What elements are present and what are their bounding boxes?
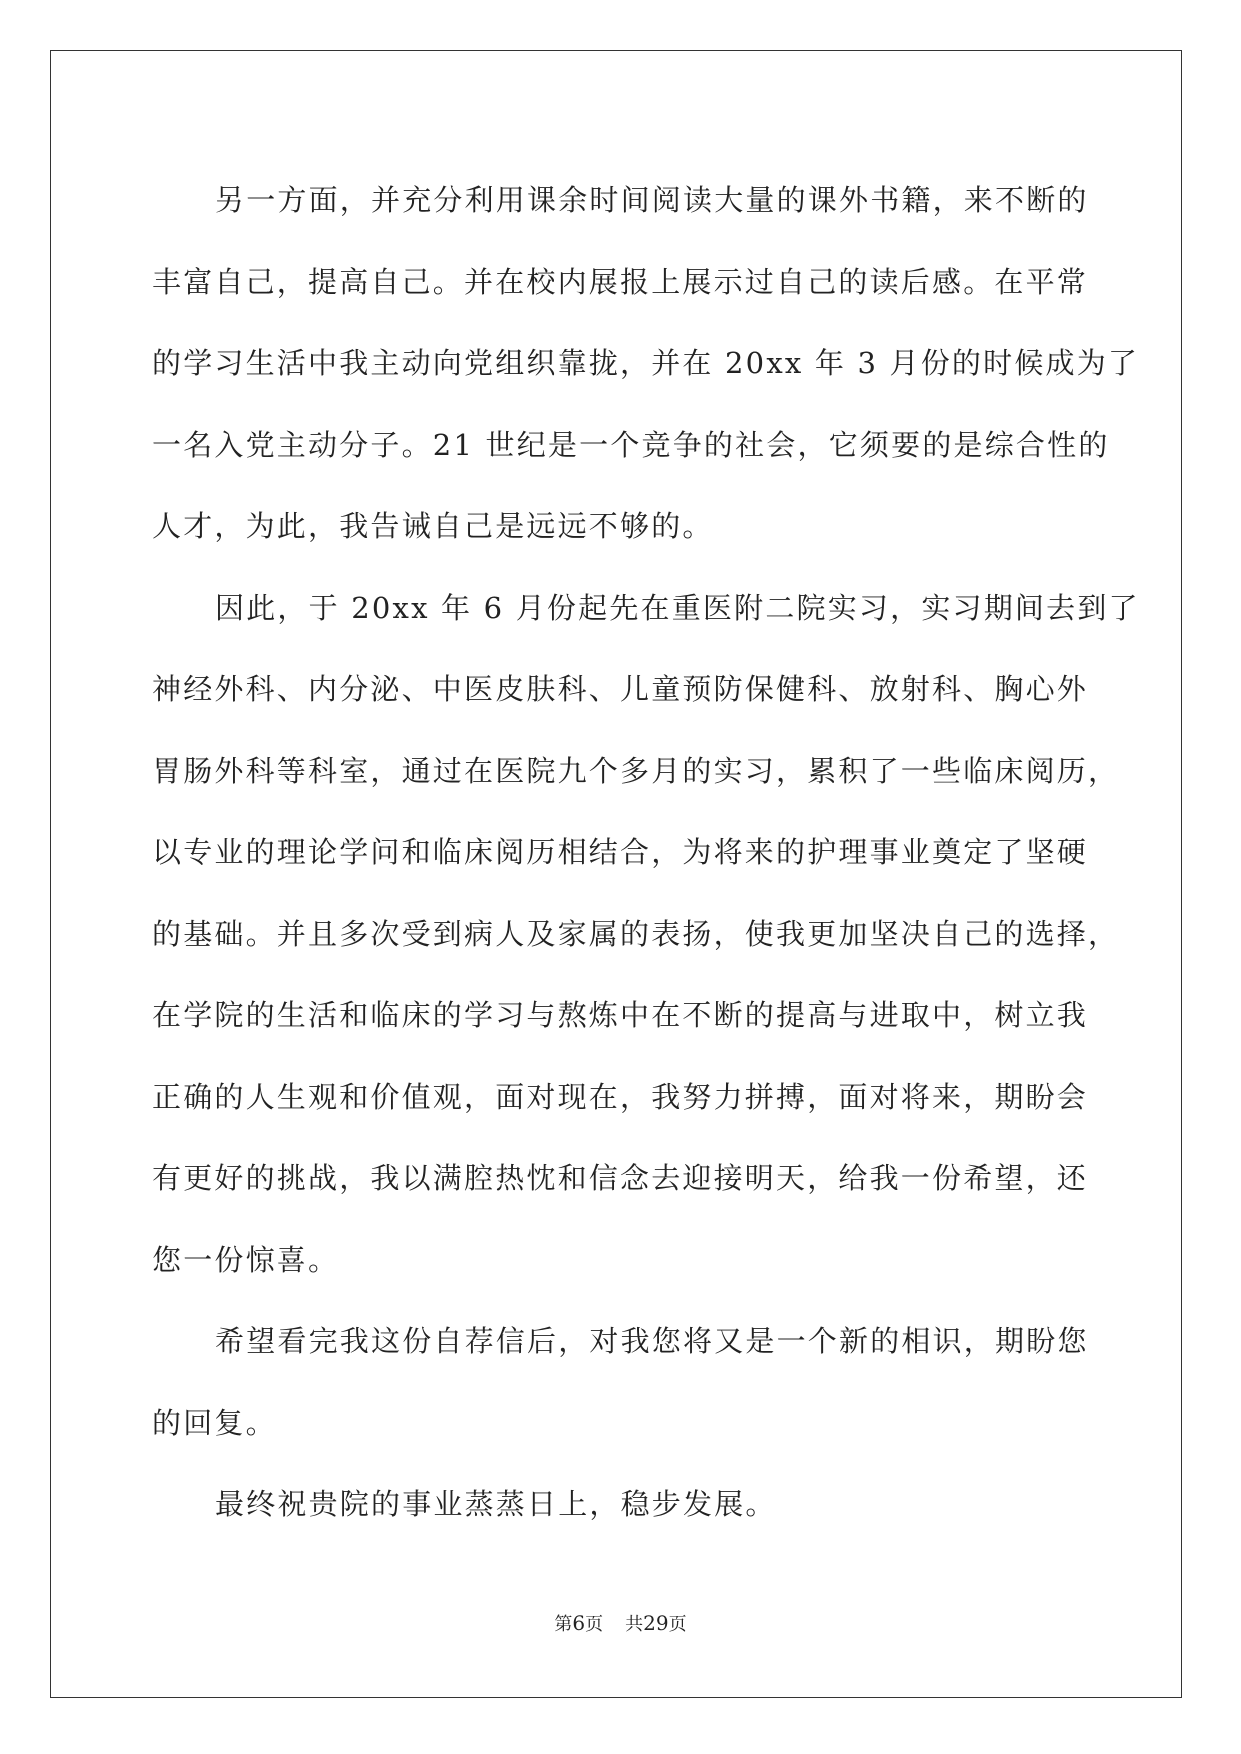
text-line: 您一份惊喜。 <box>152 1242 340 1277</box>
page-footer <box>0 1610 1241 1636</box>
text-line: 的学习生活中我主动向党组织靠拢，并在 20xx 年 3 月份的时候成为了 <box>152 346 1140 380</box>
paragraph-1 <box>152 160 1140 568</box>
paragraph-2 <box>152 568 1140 1302</box>
text-line: 丰富自己，提高自己。并在校内展报上展示过自己的读后感。在平常 <box>152 264 1089 299</box>
text-line: 在学院的生活和临床的学习与熬炼中在不断的提高与进取中，树立我 <box>152 998 1089 1032</box>
page-suffix: 页 <box>585 1614 604 1635</box>
total-pages-number: 29 <box>643 1611 669 1635</box>
total-prefix: 共 <box>625 1614 644 1635</box>
text-line: 有更好的挑战，我以满腔热忱和信念去迎接明天，给我一份希望，还 <box>152 1161 1089 1195</box>
text-line: 希望看完我这份自荐信后，对我您将又是一个新的相识，期盼您 <box>215 1324 1089 1358</box>
text-line: 正确的人生观和价值观，面对现在，我努力拼搏，面对将来，期盼会 <box>152 1079 1089 1114</box>
total-suffix: 页 <box>668 1614 687 1635</box>
page-prefix: 第 <box>554 1614 573 1635</box>
text-line: 的回复。 <box>152 1405 277 1440</box>
text-line: 胃肠外科等科室，通过在医院九个多月的实习，累积了一些临床阅历， <box>152 753 1120 788</box>
text-line: 的基础。并且多次受到病人及家属的表扬，使我更加坚决自己的选择， <box>152 916 1120 951</box>
text-line: 神经外科、内分泌、中医皮肤科、儿童预防保健科、放射科、胸心外 <box>152 672 1089 706</box>
text-line: 另一方面，并充分利用课余时间阅读大量的课外书籍，来不断的 <box>215 183 1089 217</box>
text-line: 以专业的理论学问和临床阅历相结合，为将来的护理事业奠定了坚硬 <box>152 835 1089 869</box>
text-line: 最终祝贵院的事业蒸蒸日上，稳步发展。 <box>215 1487 777 1521</box>
text-line: 人才，为此，我告诫自己是远远不够的。 <box>152 509 714 543</box>
text-line: 一名入党主动分子。21 世纪是一个竞争的社会，它须要的是综合性的 <box>152 427 1110 462</box>
current-page-number: 6 <box>572 1611 586 1635</box>
paragraph-3 <box>152 1301 1089 1464</box>
text-line: 因此，于 20xx 年 6 月份起先在重医附二院实习，实习期间去到了 <box>215 590 1140 625</box>
document-body <box>152 160 1140 1546</box>
paragraph-4 <box>152 1464 1082 1546</box>
